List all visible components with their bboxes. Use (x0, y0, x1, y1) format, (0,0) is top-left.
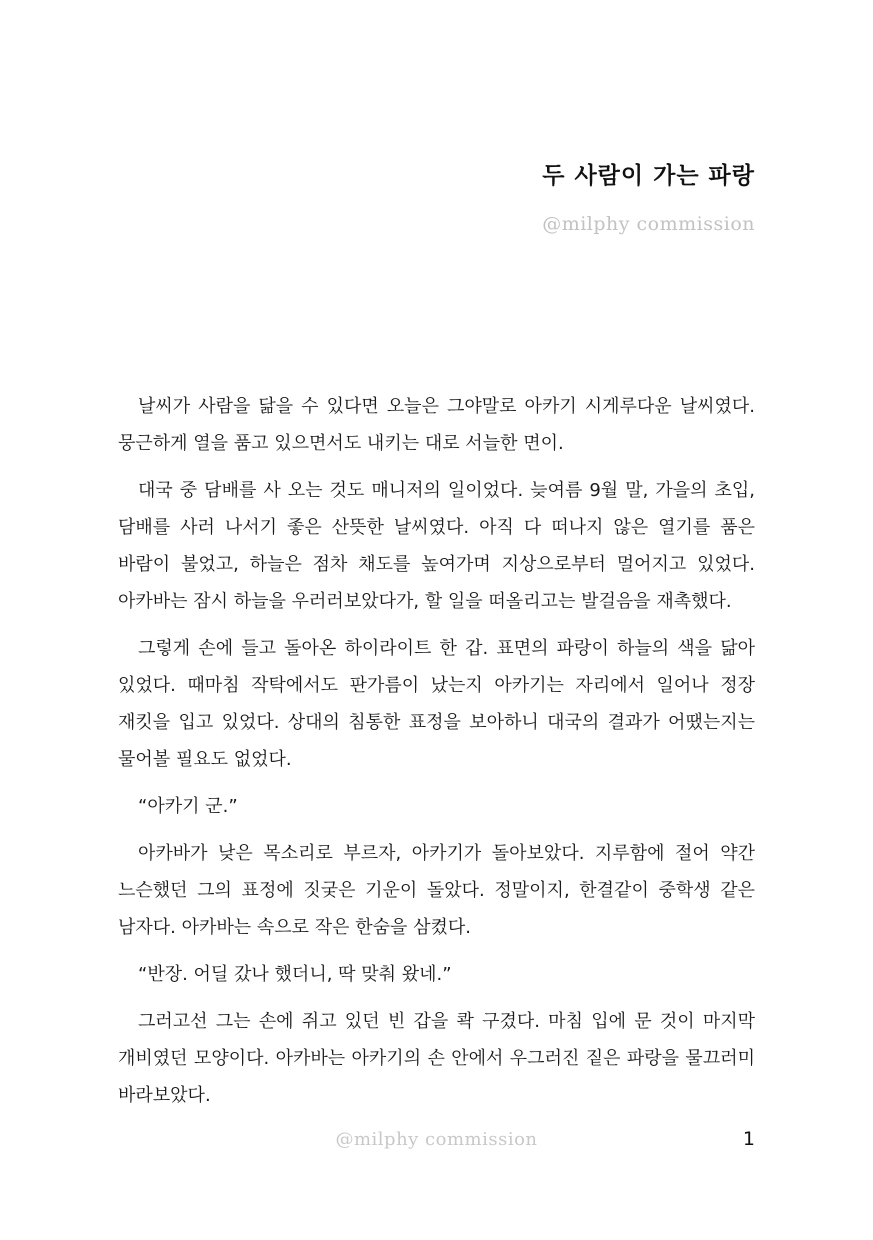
page-subtitle: @milphy commission (542, 213, 755, 235)
paragraph: 날씨가 사람을 닮을 수 있다면 오늘은 그야말로 아카기 시게루다운 날씨였다. 뭉근하게 열을 품고 있으면서도 내키는 대로 서늘한 면이. (118, 396, 755, 454)
paragraph: 그러고선 그는 손에 쥐고 있던 빈 갑을 콱 구겼다. 마침 입에 문 것이 마지막 개비였던 모양이다. 아카바는 아카기의 손 안에서 우그러진 짙은 파랑을 물끄러미 바라보았다. (118, 1011, 755, 1106)
page-number: 1 (742, 1128, 755, 1150)
paragraph: “반장. 어딜 갔나 했더니, 딱 맞춰 왔네.” (138, 964, 452, 985)
paragraph: 대국 중 담배를 사 오는 것도 매니저의 일이었다. 늦여름 9월 말, 가을의 초입, 담배를 사러 나서기 좋은 산뜻한 날씨였다. 아직 다 떠나지 않은 열기를 품은 바람이 불었고, 하늘은 점차 채도를 높여가며 지상으로부터 멀어지고 있었다. 아카바는 잠시 하늘을 우러러보았다가, 할 일을 떠올리고는 발걸음을 재촉했다. (118, 480, 755, 612)
page-title: 두 사람이 가는 파랑 (542, 163, 755, 189)
paragraph: 아카바가 낮은 목소리로 부르자, 아카기가 돌아보았다. 지루함에 절어 약간 느슨했던 그의 표정에 짓궂은 기운이 돌았다. 정말이지, 한결같이 중학생 같은 남자다. 아카바는 속으로 작은 한숨을 삼켰다. (118, 843, 755, 938)
paragraph: “아카기 군.” (138, 796, 238, 817)
footer-watermark: @milphy commission (335, 1129, 538, 1150)
paragraph: 그렇게 손에 들고 돌아온 하이라이트 한 갑. 표면의 파랑이 하늘의 색을 닮아 있었다. 때마침 작탁에서도 판가름이 났는지 아카기는 자리에서 일어나 정장 재킷을 입고 있었다. 상대의 침통한 표정을 보아하니 대국의 결과가 어땠는지는 물어볼 필요도 없었다. (118, 638, 755, 770)
body-text (118, 388, 755, 1124)
